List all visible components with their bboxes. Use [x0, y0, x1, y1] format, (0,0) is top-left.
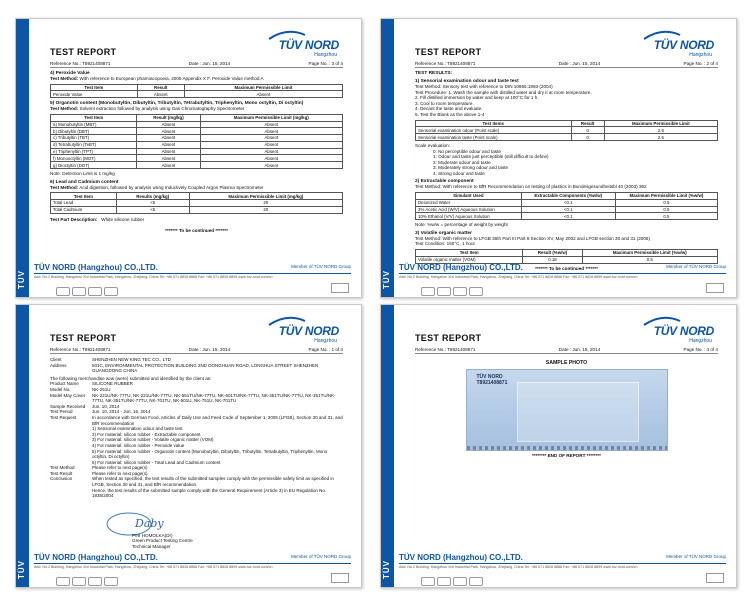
- procedure-line: 4. Decant the taste and evaluate.: [415, 106, 483, 112]
- test-method: Test Method: Acid digestion, followed by analysis using Inductively Coupled Argon Plasma Spectrometer: [50, 184, 264, 190]
- conclusion-extra: Hence, the test results of the submitted sample comply with the General Requirement (Article 3) in EU Regulation No. 1935/2004: [92, 487, 327, 499]
- scale-item: 1: Odour and taste just perceptible (still difficult to define): [433, 154, 549, 160]
- page-number: Page No. : 1 of 4: [308, 347, 343, 352]
- ruler-edge: [467, 446, 667, 450]
- tuv-nord-logo: [632, 315, 714, 345]
- scale-item: 2: Moderate odour and taste: [433, 159, 491, 165]
- table-row: 10% Ethanol (V/V) Aqueous Solution <0.1 0.5: [416, 213, 718, 220]
- table-row: Deionized Water <0.1 0.5: [416, 199, 718, 206]
- page-footer: [34, 263, 351, 293]
- page-sidebar-stripe: [16, 305, 29, 587]
- part-description: Test Part Description: White silicone rubber: [50, 216, 145, 222]
- accreditation-seals: [421, 573, 495, 583]
- sidebar-brand-text: TÜV: [382, 560, 391, 579]
- page-number: Page No. : 3 of 4: [308, 61, 343, 66]
- footer-member: Member of TÜV NORD Group: [666, 554, 726, 559]
- sample-field: Test Request In accordance with German Food, Articles of Daily Use and Feed Code of September 1, 2005 (LFGB), Section 30 and 31, and BfR recommendation: [50, 414, 343, 426]
- report-page-2: [380, 18, 737, 298]
- table-row: Sensorial examination odour (Point scale) 0 2.5: [416, 127, 718, 134]
- accreditation-seals: [421, 283, 495, 293]
- footer-member: Member of TÜV NORD Group: [291, 264, 351, 269]
- table-row: Volatile organic matter (VOM) 0.18 0.5: [416, 256, 718, 263]
- tuv-nord-logo: [257, 29, 339, 59]
- table-row: g) Dioctyltin (DOT) Absent Absent: [51, 162, 343, 169]
- silicone-sheet: [517, 382, 639, 442]
- table-row: c) Tributyltin (TBT) Absent Absent: [51, 135, 343, 142]
- footer-company: TÜV NORD (Hangzhou) CO.,LTD.: [399, 263, 726, 274]
- reference-number: Reference No.: T8921408871: [415, 61, 476, 66]
- sidebar-brand-text: TÜV: [17, 270, 26, 289]
- page-footer: [399, 263, 726, 293]
- address-field: Address 501C, ENVIRONMENTAL PROTECTION BUILDING 2ND DONGHUAN ROAD, LONGHUA STREET SHENZHEN GUANGDONG CHINA: [50, 362, 319, 374]
- footer-mark-icon: [331, 573, 349, 583]
- report-title: TEST REPORT: [415, 47, 482, 57]
- footer-member: Member of TÜV NORD Group: [291, 554, 351, 559]
- table-row: Total Lead <5 20: [51, 199, 343, 206]
- table-row: d) Tetrabutyltin (TeBT) Absent Absent: [51, 141, 343, 148]
- logo-subtitle: Hangzhou: [314, 52, 337, 58]
- sample-field: Model May Cover NK-221U/NK-77TU, NK-221U/NK-77TU, NK-551TU/NK-77TU, NK-501TU/NK-77TU, NK-351TU/NK-77TU, NK-351TU/NK-77TU, NK-351TU/NK-77TU, NK-701TU, NK-501U, NK-751U, NK-701TU: [50, 392, 336, 404]
- signature-block: [50, 507, 343, 547]
- result-field: Test Result Please refer to next page(s): [50, 470, 148, 476]
- logo-brand: TÜV NORD: [278, 324, 339, 338]
- reference-line: [50, 61, 343, 68]
- accreditation-seals: [56, 573, 130, 583]
- organotin-table: Test Item Result (mg/kg) Maximum Permissible Limit (mg/kg) a) Monobutyltin (MBT) Absent Absent b) Dibutyltin (DBT) Absent Absent c) Tributyltin (TBT) Absent Absent d) Tetrabutyltin (TeBT) Absent Absent e) Triphenyltin (TPT) Absent Absent f) Monooctyltin (MOT) Absent Absent g) Dioctyltin (DOT) Absent Absent: [50, 114, 343, 169]
- tuv-nord-logo: [632, 29, 714, 59]
- procedure-line: Test Method: Sensory test with reference to DIN 10955:1993 (2004): [415, 84, 553, 89]
- footer-mark-icon: [706, 573, 724, 583]
- reference-number: Reference No.: T8921408871: [50, 61, 111, 66]
- procedure-line: 5. Test the Blank as the above 1-4: [415, 111, 485, 117]
- reference-line: [415, 347, 718, 354]
- section-title: 4) Peroxide Value: [50, 71, 90, 76]
- table-row: b) Dibutyltin (DBT) Absent Absent: [51, 128, 343, 135]
- table-note: Note: %w/w = percentage of weight by weight: [415, 222, 508, 228]
- report-date: Date : Jun. 15, 2014: [558, 61, 601, 66]
- table-row: f) Monooctyltin (MOT) Absent Absent: [51, 155, 343, 162]
- volatile-table: Test Item Result (%w/w) Maximum Permissible Limit (%w/w) Volatile organic matter (VOM) 0.18 0.5: [415, 249, 718, 264]
- procedure-line: 3. Cool to room temperature.: [415, 100, 474, 106]
- scale-item: 3: Moderately strong odour and taste: [433, 165, 509, 171]
- section-title: 5) Organotin content (Monobutyltin, Dibutyltin, Tributyltin, Tetrabutyltin, Triphenyltin, Mono octyltin, Di octyltin): [50, 101, 304, 107]
- section-title: 6) Lead and Cadmium content: [50, 179, 119, 185]
- sample-photo: [466, 369, 668, 451]
- logo-brand: TÜV NORD: [653, 38, 714, 52]
- continued-marker: ******* To be continued *******: [165, 228, 228, 234]
- footer-address: Add: No.2 Building, Hangzhou Xixi Industrial Park, Hangzhou, Zhejiang, China Tel: +86 571 8828 8888 Fax: +86 571 8828 8899 www.tuv-nord.com/cn: [399, 275, 638, 279]
- table-row: e) Triphenyltin (TPT) Absent Absent: [51, 148, 343, 155]
- reference-line: [415, 61, 718, 68]
- page-footer: [399, 553, 726, 583]
- footer-mark-icon: [706, 283, 724, 293]
- reference-number: Reference No.: T8921408871: [415, 347, 476, 352]
- footer-address: Add: No.2 Building, Hangzhou Xixi Industrial Park, Hangzhou, Zhejiang, China Tel: +86 571 8828 8888 Fax: +86 571 8828 8899 www.tuv-nord.com/cn: [34, 275, 273, 279]
- sidebar-brand-text: TÜV: [382, 270, 391, 289]
- request-item: 1) Sensorial examination odour and taste test: [92, 426, 183, 432]
- sensorial-table: Test Items Result Maximum Permissible Limit Sensorial examination odour (Point scale) 0 2.5 Sensorial examination taste (Point scale) 0 2.5: [415, 120, 718, 141]
- client-field: Client SHENZHEN NEW KING TEC CO., LTD: [50, 357, 171, 362]
- test-method: Test Method: Solvent extraction followed by analysis using Gas Chromatography Spectrometer: [50, 106, 245, 112]
- end-of-report: ******** END OF REPORT ********: [532, 453, 601, 458]
- footer-mark-icon: [331, 283, 349, 293]
- test-method: Test Method: With reference to LFGB 36th Part III Part 8 Section XV, May 2002 and LFGB section 30 and 31 (2006): [415, 235, 651, 241]
- table-row: Total Cadmium <5 20: [51, 206, 343, 213]
- procedure-line: 2. Fill distilled immersion by water and keep at 100°C for 1 h.: [415, 95, 539, 101]
- request-item: 2) For material: silicon rubber - Extractable component: [92, 431, 201, 437]
- footer-address: Add: No.2 Building, Hangzhou Xixi Industrial Park, Hangzhou, Zhejiang, China Tel: +86 571 8828 8888 Fax: +86 571 8828 8899 www.tuv-nord.com/cn: [34, 565, 273, 569]
- page-footer: [34, 553, 351, 583]
- request-item: 5) For material: silicon rubber - Organotin content (Monobutyltin, Dibutyltin, Tributyltin, Tetrabutyltin, Triphenyltin, Mono octyltin, Di octyltin): [92, 448, 328, 460]
- section-title: 1) Sensorial examination odour and taste test: [415, 79, 519, 84]
- accreditation-seals: [56, 283, 130, 293]
- request-item: 6) For material: silicon rubber - Total Lead and Cadmium content: [92, 459, 221, 465]
- report-title: TEST REPORT: [50, 47, 117, 57]
- photo-label: TÜV NORD T8921408871: [476, 374, 508, 386]
- table-row: a) Monobutyltin (MBT) Absent Absent: [51, 121, 343, 128]
- page-sidebar-stripe: [381, 305, 394, 587]
- scale-item: 4: Strong odour and taste: [433, 170, 485, 176]
- test-method: Test Method: With reference to European pharmacopoeia, 2005 Appendix X F. Peroxide Value method A: [50, 76, 264, 81]
- sample-field: Sample Received Jun. 10, 2014: [50, 403, 120, 409]
- footer-address: Add: No.2 Building, Hangzhou Xixi Industrial Park, Hangzhou, Zhejiang, China Tel: +86 571 8828 8888 Fax: +86 571 8828 8899 www.tuv-nord.com/cn: [399, 565, 638, 569]
- conclusion-field: Conclusion When tested as specified, the test results of the submitted samples comply with the permissible safety limit as specified in LFGB, Section 30 and 31, and BfR recommendation.: [50, 476, 334, 488]
- extractable-table: Simulant Used Extractable Components (%w/w) Maximum Permissible Limit (%w/w) Deionized Water <0.1 0.5 3% Acetic Acid (W/V) Aqueous Solution <0.1 0.5 10% Ethanol (V/V) Aqueous Solution <0.1 0.5: [415, 192, 718, 220]
- test-condition: Test Condition: 150°C, 1 hour: [415, 241, 476, 247]
- peroxide-table: Test Item Result Maximum Permissible Limit Peroxide Value Absent Absent: [50, 84, 343, 99]
- scale-item: 0: No perceptible odour and taste: [433, 148, 501, 154]
- logo-subtitle: Hangzhou: [314, 338, 337, 344]
- footer-member: Member of TÜV NORD Group: [666, 264, 726, 269]
- section-title: 3) Volatile organic matter: [415, 230, 472, 236]
- sample-field: Product Name SILICONE RUBBER: [50, 381, 134, 387]
- method-field: Test Method Please refer to next page(s): [50, 465, 148, 471]
- table-note: Note: Detection Limit is 1 mg/kg: [50, 171, 115, 176]
- sample-field: Test Period Jun. 10, 2014 - Jun. 16, 2014: [50, 409, 151, 415]
- page-number: Page No. : 2 of 4: [683, 61, 718, 66]
- sidebar-brand-text: TÜV: [17, 560, 26, 579]
- report-date: Date : Jun. 15, 2014: [558, 347, 601, 352]
- signer-info: Petr HOMOLKA(Dr) Green Product Testing Centre Technical Manager: [132, 532, 193, 549]
- page-sidebar-stripe: [381, 19, 394, 297]
- report-date: Date : Jun. 15, 2014: [188, 61, 231, 66]
- page-sidebar-stripe: [16, 19, 29, 297]
- footer-company: TÜV NORD (Hangzhou) CO.,LTD.: [34, 553, 351, 564]
- footer-company: TÜV NORD (Hangzhou) CO.,LTD.: [399, 553, 726, 564]
- svg-text:Daby: Daby: [135, 516, 164, 530]
- page-number: Page No. : 4 of 4: [683, 347, 718, 352]
- intro-text: The following merchandise was (were) submitted and identified by the client as:: [50, 375, 212, 381]
- report-page-4: [380, 304, 737, 588]
- reference-number: Reference No.: T8921408871: [50, 347, 111, 352]
- sample-field: Model No. NK-251U: [50, 386, 111, 392]
- table-row: 3% Acetic Acid (W/V) Aqueous Solution <0.1 0.5: [416, 206, 718, 213]
- logo-subtitle: Hangzhou: [689, 338, 712, 344]
- logo-subtitle: Hangzhou: [689, 52, 712, 58]
- results-title: TEST RESULTS:: [415, 71, 453, 76]
- section-title: 2) Extractable component: [415, 179, 474, 185]
- request-item: 3) For material: silicon rubber - Volatile organic matter (VOM): [92, 437, 214, 443]
- scale-title: Scale evaluation:: [415, 142, 450, 148]
- photo-title: SAMPLE PHOTO: [545, 360, 588, 366]
- tuv-nord-logo: [257, 315, 339, 345]
- report-title: TEST REPORT: [415, 333, 482, 343]
- footer-company: TÜV NORD (Hangzhou) CO.,LTD.: [34, 263, 351, 274]
- table-row: Sensorial examination taste (Point scale) 0 2.5: [416, 134, 718, 141]
- reference-line: [50, 347, 343, 354]
- test-method: Test Method: With reference to BfR Recommendation on testing of plastics in Bundesgesundheitsbl 40 (2003) 362: [415, 184, 647, 190]
- lead-cadmium-table: Test Item Results (mg/kg) Maximum Permissible Limit (mg/kg) Total Lead <5 20 Total Cadmium <5 20: [50, 192, 343, 213]
- report-page-1: [15, 304, 362, 588]
- procedure-line: Test Procedure: 1. Wash the sample with distilled water and dry it at room temperature.: [415, 89, 592, 95]
- logo-brand: TÜV NORD: [278, 38, 339, 52]
- continued-marker: ******* To be continued *******: [535, 265, 598, 271]
- report-title: TEST REPORT: [50, 333, 117, 343]
- report-date: Date : Jun. 15, 2014: [188, 347, 231, 352]
- request-item: 4) For material: silicon rubber - Peroxide value: [92, 442, 185, 448]
- report-page-3: [15, 18, 362, 298]
- logo-brand: TÜV NORD: [653, 324, 714, 338]
- table-row: Peroxide Value Absent Absent: [51, 91, 343, 98]
